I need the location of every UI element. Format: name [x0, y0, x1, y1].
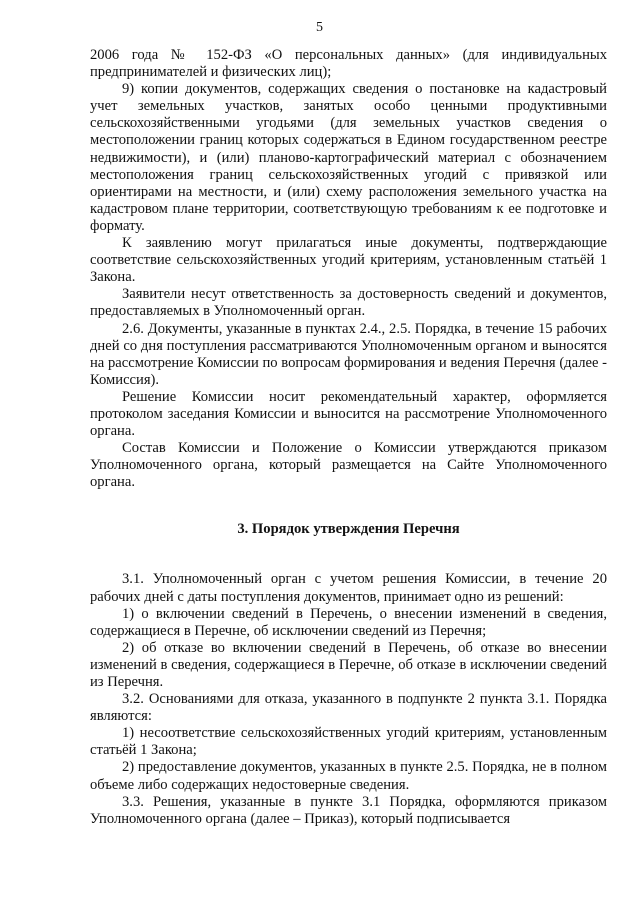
section-title: 3. Порядок утверждения Перечня: [237, 521, 460, 538]
paragraph: 2.6. Документы, указанные в пунктах 2.4., 2.5. Порядка, в течение 15 рабочих дней со дня поступления рассматриваются Уполномоченным органом и выносятся на рассмотрение Комиссии по вопросам формирования и ведения Перечня (далее - Комиссия).: [90, 320, 607, 388]
paragraph: Состав Комиссии и Положение о Комиссии утверждаются приказом Уполномоченного органа, который размещается на Сайте Уполномоченного органа.: [90, 440, 607, 491]
paragraph: 2006 года № 152-ФЗ «О персональных данных» (для индивидуальных предпринимателей и физических лиц);: [90, 47, 607, 81]
paragraph: 1) несоответствие сельскохозяйственных угодий критериям, установленным статьёй 1 Закона;: [90, 725, 607, 759]
paragraph: Решение Комиссии носит рекомендательный характер, оформляется протоколом заседания Комиссии и выносится на рассмотрение Уполномоченного органа.: [90, 388, 607, 440]
paragraph: 3.2. Основаниями для отказа, указанного в подпункте 2 пункта 3.1. Порядка являются:: [90, 691, 607, 725]
page-number: 5: [316, 20, 323, 35]
paragraph: 3.3. Решения, указанные в пункте 3.1 Порядка, оформляются приказом Уполномоченного органа (далее – Приказ), который подписывается: [90, 793, 607, 827]
paragraph: 3.1. Уполномоченный орган с учетом решения Комиссии, в течение 20 рабочих дней с даты поступления документов, принимает одно из решений:: [90, 571, 607, 605]
paragraph: Заявители несут ответственность за достоверность сведений и документов, предоставляемых в Уполномоченный орган.: [90, 286, 607, 320]
paragraph: 9) копии документов, содержащих сведения о постановке на кадастровый учет земельных участков, занятых особо ценными продуктивными сельскохозяйственными угодьями (для земельных участков сведения о местоположении границ которых содержаться в Едином государственном реестре недвижимости), и (или) планово-картографический материал с обозначением местоположения границ сельскохозяйственных угодий с привязкой или ориентирами на местности, и (или) схему расположения земельного участка на кадастровом плане территории, соответствующую требованиям к ее подготовке и формату.: [90, 81, 607, 234]
paragraph: К заявлению могут прилагаться иные документы, подтверждающие соответствие сельскохозяйственных угодий критериям, установленным статьёй 1 Закона.: [90, 235, 607, 286]
paragraph: 2) об отказе во включении сведений в Перечень, об отказе во внесении изменений в сведения, содержащиеся в Перечне, об отказе в исключении сведений из Перечня.: [90, 639, 607, 690]
paragraphs-bottom: [90, 571, 607, 827]
paragraphs-top: [90, 47, 607, 491]
document-body: [90, 47, 607, 828]
paragraph: 1) о включении сведений в Перечень, о внесении изменений в сведения, содержащиеся в Перечне, об исключении сведений из Перечня;: [90, 605, 607, 639]
paragraph: 2) предоставление документов, указанных в пункте 2.5. Порядка, не в полном объеме либо содержащих недостоверные сведения.: [90, 759, 607, 793]
